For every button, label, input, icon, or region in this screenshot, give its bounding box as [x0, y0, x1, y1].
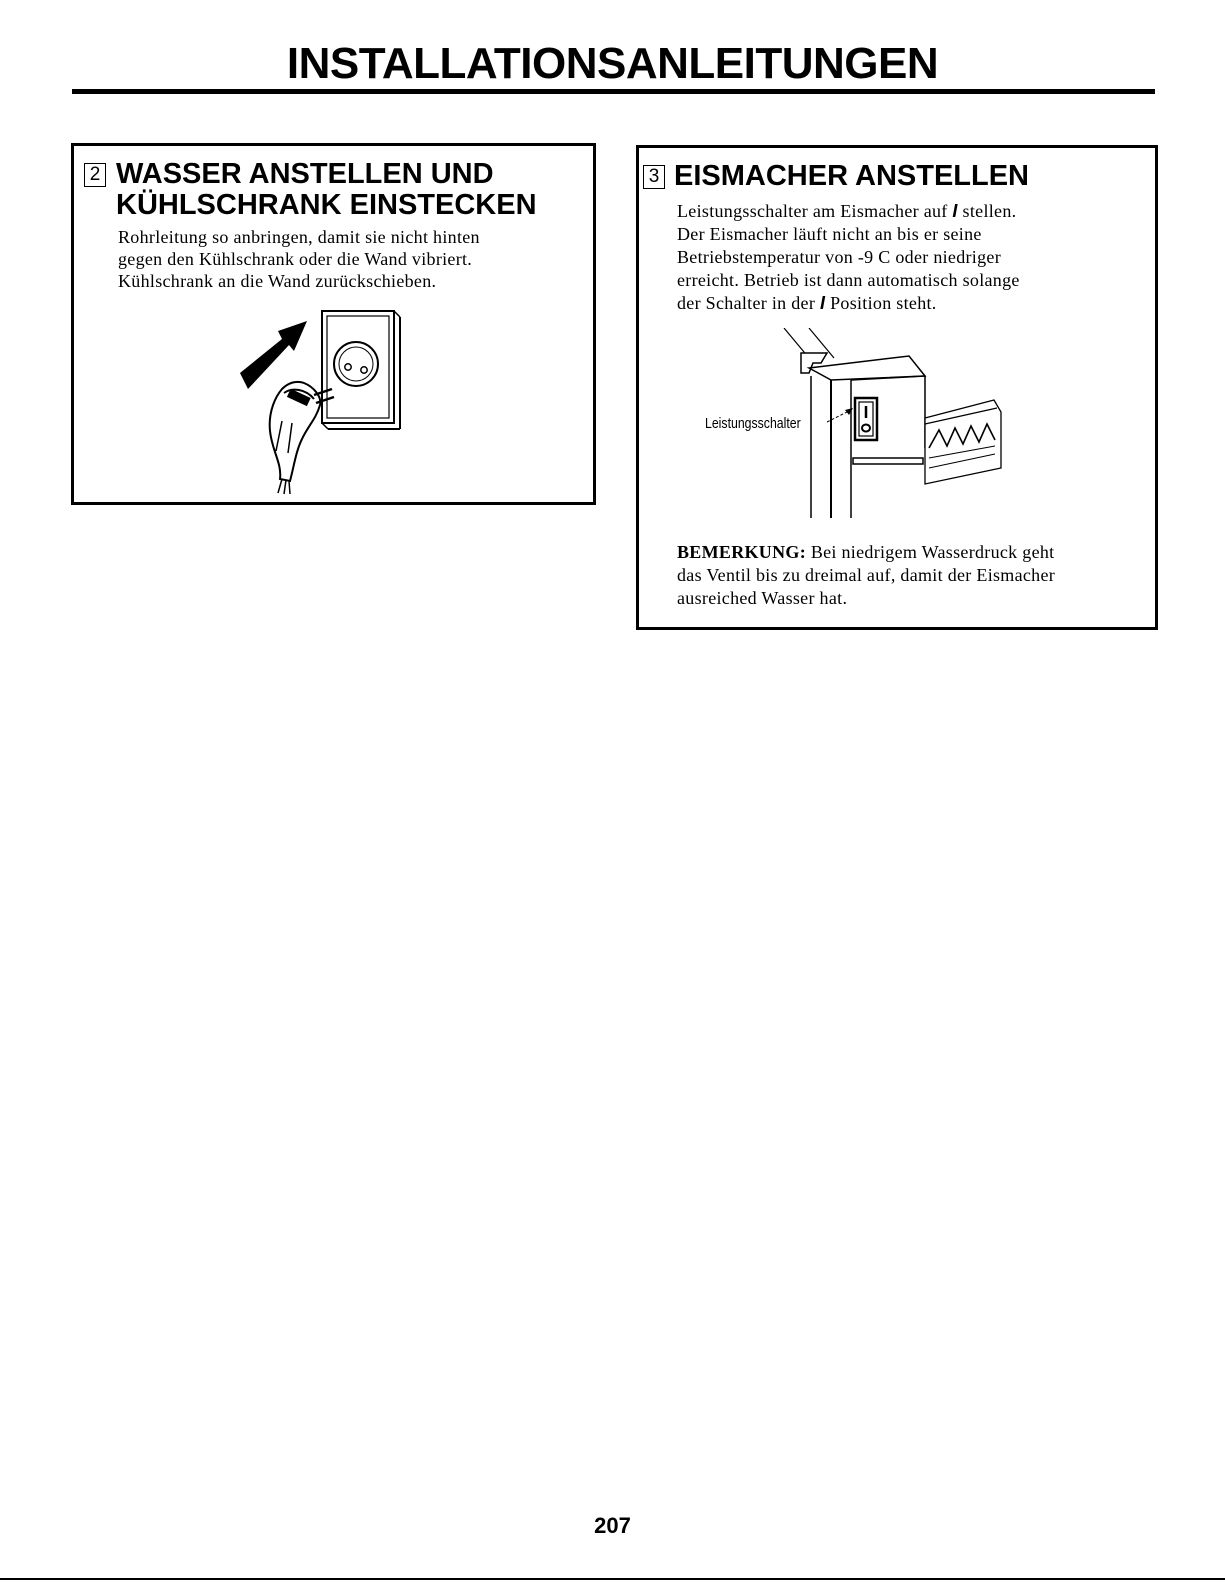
step-2-heading-line2: KÜHLSCHRANK EINSTECKEN — [116, 189, 537, 221]
step-3-heading: EISMACHER ANSTELLEN — [674, 160, 1029, 192]
step-2-heading-line1: WASSER ANSTELLEN UND — [116, 158, 494, 190]
bottom-rule — [0, 1578, 1225, 1580]
step-3-number-box: 3 — [643, 165, 665, 189]
title-rule — [72, 89, 1155, 94]
step-2-number-box: 2 — [84, 163, 106, 187]
step-3-body-line: erreicht. Betrieb ist dann automatisch solange — [677, 270, 1020, 290]
step-2-body-line: gegen den Kühlschrank oder die Wand vibriert. — [118, 249, 473, 269]
switch-symbol: I — [952, 201, 958, 221]
step-2-body-line: Rohrleitung so anbringen, damit sie nicht hinten — [118, 227, 480, 247]
page-title: INSTALLATIONSANLEITUNGEN — [286, 39, 939, 88]
step-2-body-line: Kühlschrank an die Wand zurückschieben. — [118, 271, 437, 291]
switch-callout-label: Leistungsschalter — [705, 415, 801, 432]
step-3-body-line: Betriebstemperatur von -9 C oder niedriger — [677, 247, 1001, 267]
step-3-note: BEMERKUNG: Bei niedrigem Wasserdruck geht — [677, 542, 1055, 562]
icemaker-illustration — [779, 328, 1019, 518]
step-3-body-line: Leistungsschalter am Eismacher auf I stellen. — [677, 201, 1017, 221]
step-3-body-line: Der Eismacher läuft nicht an bis er seine — [677, 224, 982, 244]
step-3-note-line: ausreiched Wasser hat. — [677, 588, 848, 608]
plug-socket-illustration — [232, 301, 412, 496]
switch-symbol: I — [819, 293, 826, 313]
step-3-body-line: der Schalter in der I Position steht. — [677, 293, 937, 313]
note-label: BEMERKUNG: — [677, 542, 806, 562]
step-2-panel — [71, 143, 596, 505]
step-3-note-line: das Ventil bis zu dreimal auf, damit der Eismacher — [677, 565, 1056, 585]
page-number: 207 — [594, 1513, 631, 1538]
step-3-panel — [636, 145, 1158, 630]
